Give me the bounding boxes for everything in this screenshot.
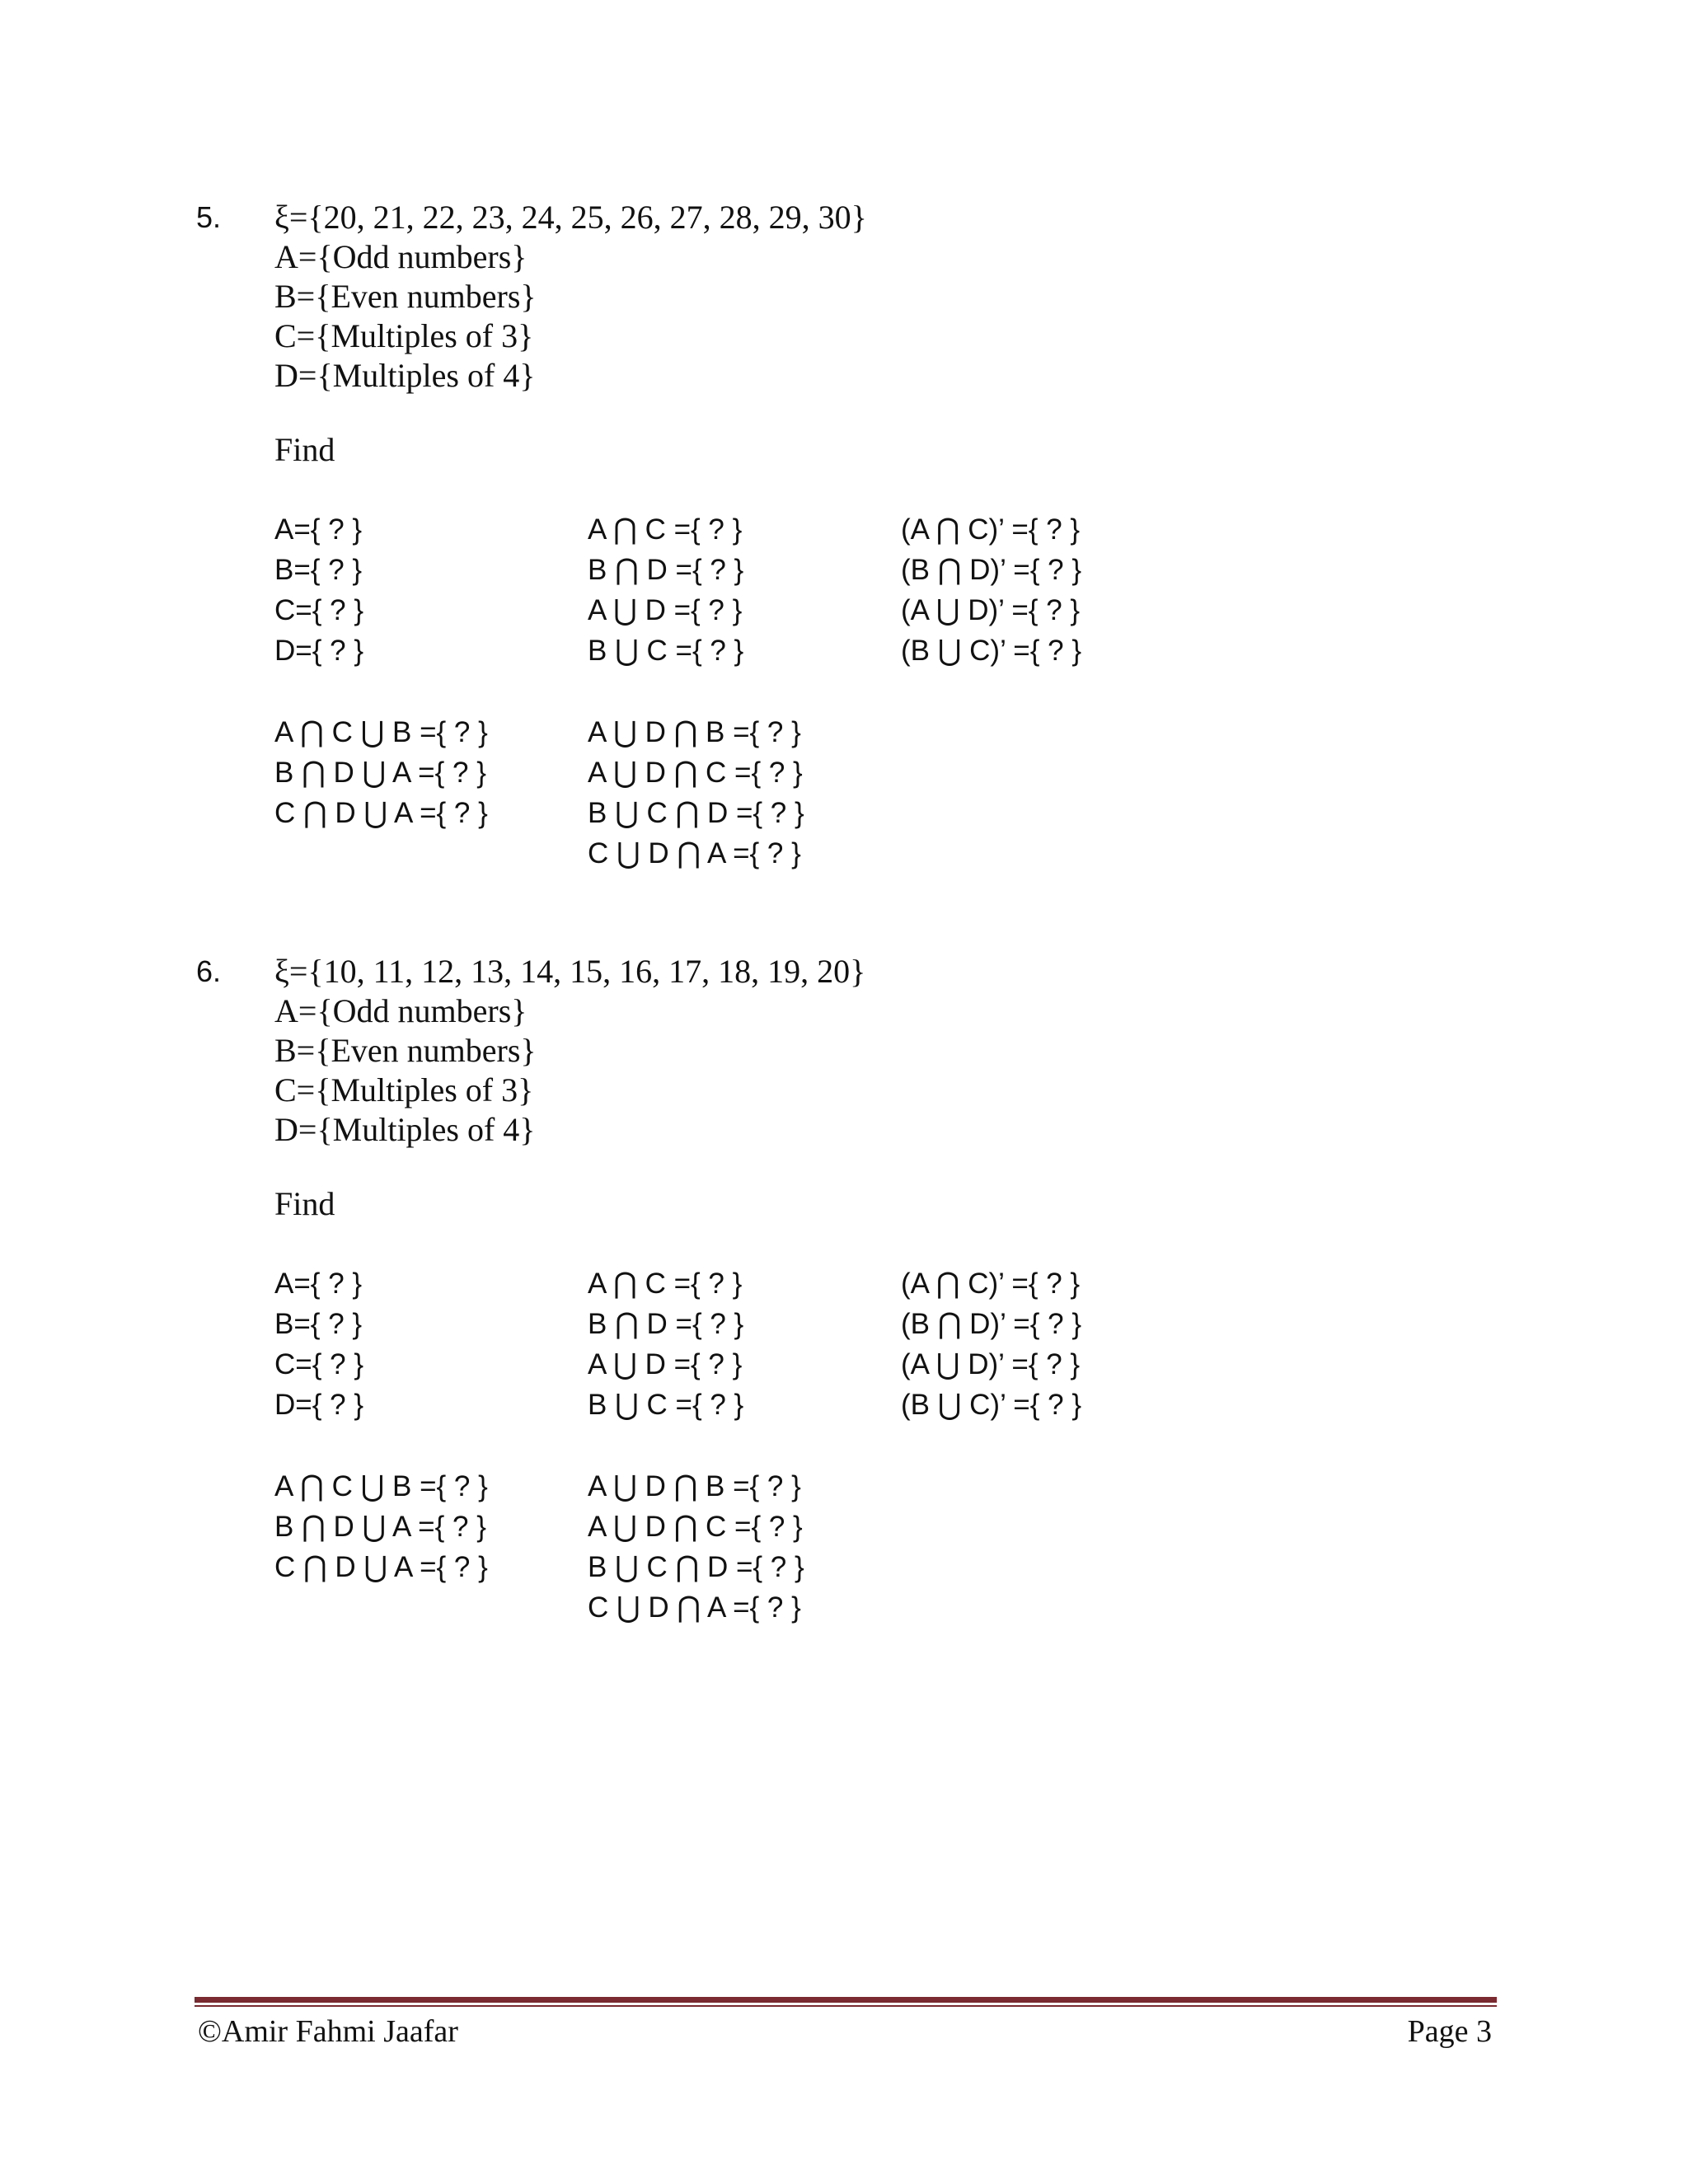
exercise-item: A ⋃ D ⋂ C ={ ? } [588, 1511, 803, 1543]
exercise-item: B ⋂ D ={ ? } [588, 1308, 744, 1340]
exercise-item: B ⋃ C ⋂ D ={ ? } [588, 1551, 804, 1583]
exercise-item: A={ ? } [274, 1268, 363, 1300]
exercise-item: B ⋂ D ⋃ A ={ ? } [274, 1511, 486, 1543]
exercise-item: B={ ? } [274, 1308, 363, 1340]
exercise-item: A ⋂ C ={ ? } [588, 513, 743, 546]
footer-divider-thin [195, 2005, 1497, 2007]
exercise-column-3 [901, 509, 1081, 671]
set-b-definition: B={Even numbers} [274, 278, 537, 315]
exercise-column-2 [588, 509, 743, 671]
exercise-item: (B ⋂ D)’ ={ ? } [901, 554, 1082, 586]
exercise-column-1 [274, 509, 363, 671]
set-c-definition: C={Multiples of 3} [274, 317, 534, 354]
set-a-definition: A={Odd numbers} [274, 238, 528, 275]
exercise-item: (A ⋃ D)’ ={ ? } [901, 594, 1081, 626]
exercise-item: (A ⋂ C)’ ={ ? } [901, 1268, 1081, 1300]
exercise-item: D={ ? } [274, 1389, 364, 1421]
set-d-definition: D={Multiples of 4} [274, 357, 536, 394]
compound-column-2 [588, 712, 804, 874]
exercise-item: B ⋃ C ={ ? } [588, 1389, 744, 1421]
problem-number: 6. [196, 954, 222, 988]
exercise-column-3 [901, 1263, 1081, 1425]
footer-copyright: ©Amir Fahmi Jaafar [198, 2014, 458, 2049]
exercise-item: A ⋃ D ={ ? } [588, 594, 743, 626]
compound-column-1 [274, 712, 488, 833]
compound-column-2 [588, 1466, 804, 1628]
page-number: Page 3 [1407, 2014, 1492, 2049]
set-d-definition: D={Multiples of 4} [274, 1111, 536, 1148]
exercise-item: C ⋂ D ⋃ A ={ ? } [274, 797, 488, 829]
find-label: Find [274, 431, 335, 468]
problem-number: 5. [196, 200, 222, 234]
exercise-item: A ⋃ D ={ ? } [588, 1348, 743, 1380]
exercise-item: A ⋂ C ={ ? } [588, 1268, 743, 1300]
exercise-item: B ⋂ D ⋃ A ={ ? } [274, 757, 486, 789]
set-definitions [274, 198, 867, 396]
compound-column-1 [274, 1466, 488, 1587]
exercise-item: A ⋃ D ⋂ B ={ ? } [588, 1470, 801, 1502]
exercise-item: B ⋃ C ={ ? } [588, 635, 744, 667]
find-label: Find [274, 1185, 335, 1222]
exercise-item: A ⋃ D ⋂ C ={ ? } [588, 757, 803, 789]
set-b-definition: B={Even numbers} [274, 1032, 537, 1069]
exercise-item: C ⋃ D ⋂ A ={ ? } [588, 837, 801, 869]
exercise-item: A ⋂ C ⋃ B ={ ? } [274, 716, 488, 748]
universal-set: ξ={10, 11, 12, 13, 14, 15, 16, 17, 18, 19, 20} [274, 953, 866, 990]
exercise-item: C={ ? } [274, 1348, 364, 1380]
exercise-item: A ⋃ D ⋂ B ={ ? } [588, 716, 801, 748]
exercise-item: C ⋂ D ⋃ A ={ ? } [274, 1551, 488, 1583]
set-a-definition: A={Odd numbers} [274, 992, 528, 1029]
exercise-item: B ⋃ C ⋂ D ={ ? } [588, 797, 804, 829]
exercise-item: C={ ? } [274, 594, 364, 626]
footer-divider [195, 1997, 1497, 2003]
set-definitions [274, 952, 865, 1150]
exercise-item: (B ⋃ C)’ ={ ? } [901, 635, 1082, 667]
exercise-item: B ⋂ D ={ ? } [588, 554, 744, 586]
exercise-item: D={ ? } [274, 635, 364, 667]
exercise-item: C ⋃ D ⋂ A ={ ? } [588, 1591, 801, 1624]
exercise-item: (A ⋃ D)’ ={ ? } [901, 1348, 1081, 1380]
exercise-column-2 [588, 1263, 743, 1425]
set-c-definition: C={Multiples of 3} [274, 1071, 534, 1108]
universal-set: ξ={20, 21, 22, 23, 24, 25, 26, 27, 28, 29, 30} [274, 199, 867, 236]
exercise-item: (B ⋂ D)’ ={ ? } [901, 1308, 1082, 1340]
exercise-column-1 [274, 1263, 363, 1425]
exercise-item: (B ⋃ C)’ ={ ? } [901, 1389, 1082, 1421]
exercise-item: B={ ? } [274, 554, 363, 586]
exercise-item: (A ⋂ C)’ ={ ? } [901, 513, 1081, 546]
exercise-item: A ⋂ C ⋃ B ={ ? } [274, 1470, 488, 1502]
exercise-item: A={ ? } [274, 513, 363, 546]
